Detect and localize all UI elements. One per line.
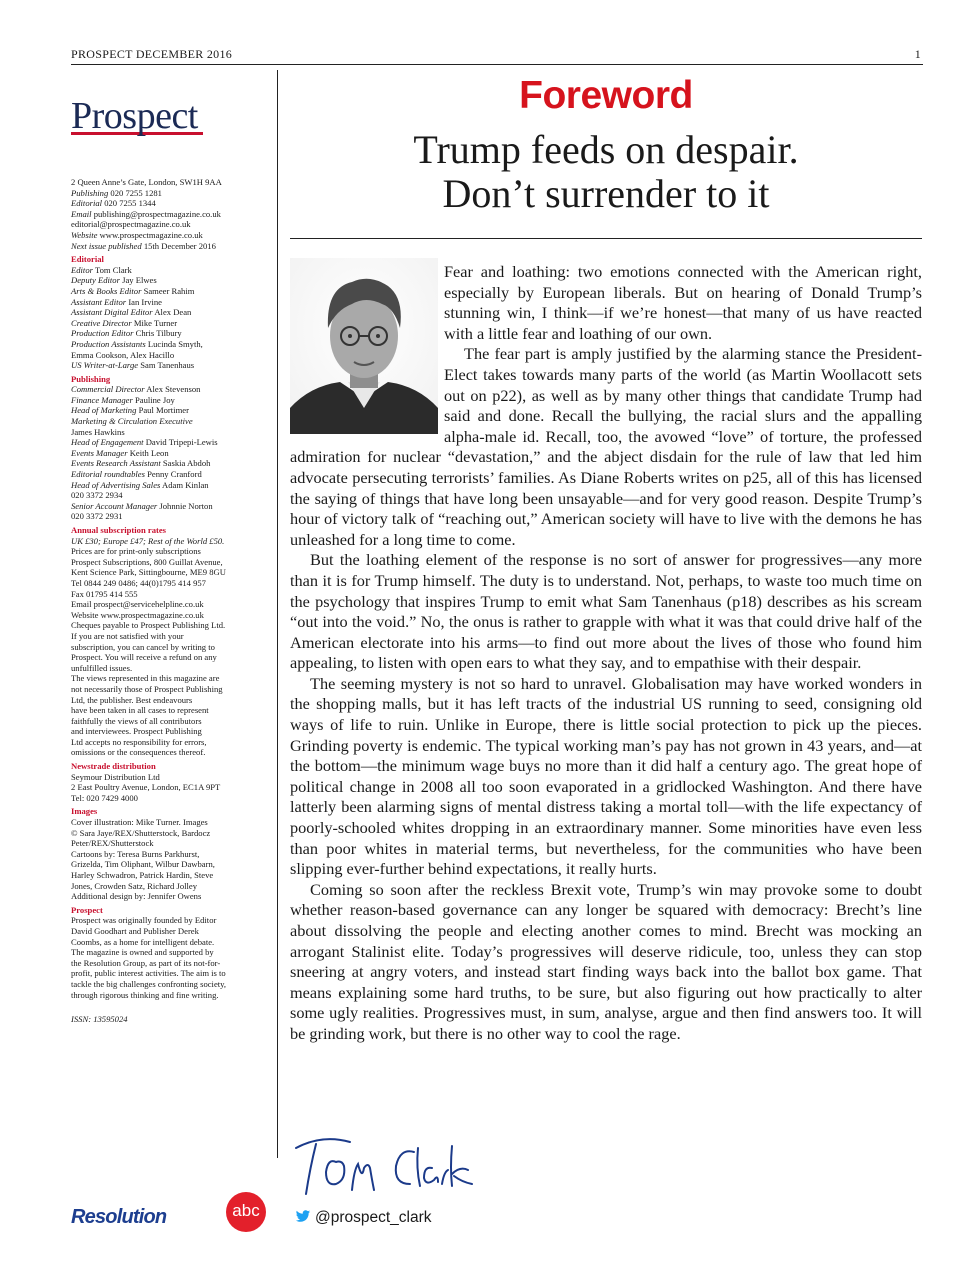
abc-logo: abc [226,1192,266,1232]
editorial-staff-line-value: Emma Cookson, Alex Hacillo [71,349,175,360]
subscription-line: faithfully the views of all contributors [71,715,202,726]
headline-line-1: Trump feeds on despair. [413,127,799,172]
editorial-staff-line-label: Arts & Books Editor [71,285,142,296]
publishing-staff-line-value: 020 3372 2931 [71,511,123,522]
image-credit-line: Grizelda, Tim Oliphant, Wilbur Dawbarn, [71,859,215,870]
contact-line-label: Editorial [71,198,103,209]
contact-line [71,241,269,252]
publishing-staff-line [71,511,269,522]
publishing-staff-line-label: Editorial roundtables [71,469,145,480]
editorial-staff-line-value: Sameer Rahim [143,285,195,296]
body-paragraph: Fear and loathing: two emotions connected with the American right, especially by European liberals. But on hearing of Donald Trump’s stunning win, I think—if we’re honest—that many of us have reacted with a little fear and loathing of our own. [444,262,922,343]
publishing-staff-line [71,490,269,501]
resolution-logo: Resolution [71,1206,167,1228]
newstrade-line: 2 East Poultry Avenue, London, EC1A 9PT [71,782,221,793]
subscription-line: Kent Science Park, Sittingbourne, ME9 8GU [71,567,226,578]
editorial-staff-line-value: Jay Elwes [122,275,157,286]
section-kicker: Foreword [519,74,693,117]
subscription-line: Prospect. You will receive a refund on any [71,652,217,663]
image-credit-line: © Sara Jaye/REX/Shutterstock, Bardocz [71,827,211,838]
contact-line [71,219,269,230]
publishing-heading: Publishing [71,373,111,384]
publishing-staff-line-value: Keith Leon [129,447,169,458]
contact-line [71,230,269,241]
twitter-bird-icon [295,1210,311,1223]
headline-rule [290,238,922,239]
editorial-staff-line [71,307,269,318]
editorial-staff-line-value: Lucinda Smyth, [147,338,203,349]
publishing-staff-line [71,427,269,438]
image-credit-line: Cartoons by: Teresa Burns Parkhurst, [71,848,200,859]
editorial-staff-line-label: Assistant Digital Editor [71,307,153,318]
column-divider [277,70,278,1158]
masthead-details [71,177,269,1025]
contact-line [71,177,269,188]
editorial-staff-line [71,265,269,276]
publishing-staff-line-label: Finance Manager [71,394,133,405]
masthead-sidebar [71,96,269,1025]
prospect-about-line: through rigorous thinking and fine writing. [71,989,219,1000]
headline-line-2: Don’t surrender to it [442,171,770,216]
publishing-staff-line-label: Events Research Assistant [71,458,161,469]
editorial-staff-line [71,286,269,297]
image-credit-line: Jones, Crowden Satz, Richard Jolley [71,880,198,891]
subscription-line: have been taken in all cases to represent [71,705,209,716]
contact-line-value: 15th December 2016 [143,240,216,251]
image-credit-line: Cover illustration: Mike Turner. Images [71,817,208,828]
editorial-staff-line-value: Sam Tanenhaus [140,360,195,371]
image-credit-line: Peter/REX/Shutterstock [71,838,154,849]
issn: ISSN: 13595024 [71,1014,128,1025]
prospect-about-line: David Goodhart and Publisher Derek [71,925,199,936]
publishing-staff-line [71,395,269,406]
contact-line-value: www.prospectmagazine.co.uk [99,229,203,240]
body-paragraph: The fear part is amply justified by the alarming stance the President-Elect takes towards many parts of the world (as Martin Woollacott sets out on p22), as well as by many other things that candidate Trump had said and done. Recall the bullying, the racial slurs and the appalling alpha-male id. Recall, too, the avowed “love” of torture, the professed admiration for nuclear “devastation,” and the abject disdain for the rule of law that led him advocate persecuting terrorists’ families. As Diane Roberts writes on p25, all of this has licensed the saying of things that have long been unsayable—and for very good reason. Despite Trump’s hour of victory talk of “reaching out,” American society will have to live with the demons he has unleashed for a long time to come. [290,344,922,549]
publishing-staff-line-label: Marketing & Circulation Executive [71,416,193,427]
publishing-staff-line-label: Head of Engagement [71,437,144,448]
author-twitter[interactable] [295,1209,432,1227]
subscription-line: Website www.prospectmagazine.co.uk [71,609,204,620]
subscription-line: not necessarily those of Prospect Publishing [71,683,223,694]
contact-line-value: 020 7255 1281 [110,187,162,198]
publishing-staff-line-label: Events Manager [71,447,128,458]
contact-line-label: Publishing [71,187,109,198]
publishing-staff-line-value: Penny Cranford [147,469,202,480]
publishing-staff-line [71,437,269,448]
editorial-staff-line-label: Production Editor [71,328,134,339]
contact-line-label: Email [71,208,92,219]
publishing-staff-line [71,416,269,427]
subscription-line: Cheques payable to Prospect Publishing Ltd. [71,620,226,631]
publishing-staff-line-value: Pauline Joy [134,394,175,405]
body-paragraph: Coming so soon after the reckless Brexit vote, Trump’s win may provoke some to doubt whether reason-based governance can any longer be squared with democracy: Brecht’s line about dissolving the people and electing another comes to mind. Brecht was mocking an arrogant Stalinist elite. Today’s progressives will deserve ridicule, too, unless they can stop sneering at angry voters, and instead start finding ways back into the ballot box game. That means explaining some hard truths, to be sure, but also figuring out how practically to alter some ugly realities. Progressives must, in sum, analyse, argue and then find answers too. It will be grinding work, but there is no other way to cool the rage. [290,879,922,1043]
editorial-staff-line [71,297,269,308]
prospect-about-heading: Prospect [71,904,103,915]
author-signature [292,1128,502,1200]
publishing-staff-line-value: Alex Stevenson [146,384,201,395]
publishing-staff-line-label: Commercial Director [71,384,145,395]
editorial-staff-line-value: Alex Dean [154,307,192,318]
contact-line [71,209,269,220]
subscription-line: The views represented in this magazine are [71,673,220,684]
publishing-staff-line [71,405,269,416]
images-heading: Images [71,806,98,817]
publishing-staff-line [71,469,269,480]
editorial-staff-line [71,339,269,350]
subscription-heading: Annual subscription rates [71,525,167,535]
editorial-staff-line-value: Ian Irvine [128,296,162,307]
portrait-wrap-space [290,262,444,446]
editorial-staff-line-value: Chris Tilbury [135,328,182,339]
contact-line-value: 2 Queen Anne’s Gate, London, SW1H 9AA [71,177,222,187]
newstrade-line: Tel: 020 7429 4000 [71,792,138,803]
editorial-staff-line-value: Tom Clark [94,264,132,275]
editorial-heading: Editorial [71,254,104,265]
prospect-about-line: Coombs, as a home for intelligent debate. [71,936,215,947]
publishing-staff-line-value: Johnnie Norton [159,500,213,511]
subscription-line: If you are not satisfied with your [71,630,184,641]
running-title: PROSPECT DECEMBER 2016 [71,47,233,61]
contact-line [71,188,269,199]
publishing-staff-line [71,480,269,491]
article-headline [290,128,922,216]
twitter-handle[interactable]: @prospect_clark [315,1209,432,1226]
prospect-about-line: profit, public interest activities. The aim is to [71,968,226,979]
publishing-staff-line [71,384,269,395]
publishing-staff-line [71,448,269,459]
editorial-staff-line [71,328,269,339]
prospect-about-line: Prospect was originally founded by Editor [71,915,217,926]
subscription-line: Prices are for print-only subscriptions [71,546,201,557]
editorial-staff-line-value: Mike Turner [133,317,178,328]
publishing-staff-line-value: 020 3372 2934 [71,490,123,501]
contact-line-label: Next issue published [71,240,142,251]
publishing-staff-line-label: Senior Account Manager [71,500,158,511]
prospect-about-line: tackle the big challenges confronting society, [71,978,227,989]
image-credit-line: Harley Schwadron, Patrick Hardin, Steve [71,870,214,880]
publishing-staff-line-label: Head of Marketing [71,405,137,416]
contact-line-value: 020 7255 1344 [104,198,156,209]
publishing-staff-line-value: Saskia Abdoh [162,458,211,469]
subscription-line: subscription, you can cancel by writing to [71,641,215,652]
contact-line-label: Website [71,229,98,240]
subscription-line: unfulfilled issues. [71,662,133,673]
editorial-staff-line-label: US Writer-at-Large [71,360,139,371]
article-body [290,262,922,1045]
body-paragraph: The seeming mystery is not so hard to unravel. Globalisation may have worked wonders in the shopping malls, but it has left tracts of the industrial US running to seed, consigning old ways of life to ruin. Unlike in Europe, there is little social protection to pick up the pieces. Grinding poverty is endemic. The typical working man’s pay has not grown in 43 years, and—at the bottom—the minimum wage buys no more than it did half a century ago. The great hope of political change in 2008 all too soon evaporated in a gridlocked Washington. And there have latterly been alarming signs of mental distress taking a mortal toll—with the life expectancy of poorly-schooled whites dropping in an extraordinary manner. Some minorities have even less than poor whites in material terms, but nevertheless, for the communities who have been slipping ever-further behind expectations, it really hurts. [290,673,922,879]
subscription-line: Ltd, the publisher. Best endeavours [71,694,193,705]
publishing-staff-line-value: Paul Mortimer [138,405,189,416]
editorial-staff-line-label: Assistant Editor [71,296,127,307]
editorial-staff-line [71,360,269,371]
editorial-staff-line [71,318,269,329]
editorial-staff-line-label: Editor [71,264,93,275]
contact-line [71,198,269,209]
subscription-line: Fax 01795 414 555 [71,588,138,599]
publishing-staff-line-value: James Hawkins [71,426,125,437]
subscription-line: and interviewees. Prospect Publishing [71,726,202,737]
subscription-line: Ltd accepts no responsibility for errors, [71,736,207,747]
editorial-staff-line-label: Deputy Editor [71,275,120,286]
subscription-line: Email prospect@servicehelpline.co.uk [71,599,204,610]
page-number: 1 [914,47,921,61]
running-header [71,44,923,65]
editorial-staff-line [71,275,269,286]
subscription-rates: UK £30; Europe £47; Rest of the World £50. [71,535,225,546]
newstrade-heading: Newstrade distribution [71,761,156,772]
prospect-logo: Prospect [71,95,198,137]
subscription-line: Tel 0844 249 0486; 44(0)1795 414 957 [71,577,206,588]
contact-line-value: publishing@prospectmagazine.co.uk [93,208,221,219]
body-paragraph: But the loathing element of the response is no sort of answer for progressives—any more than it is for Trump himself. The duty is to understand. Not, perhaps, to waste too much time on the psychology that inspires Trump to emit what Sam Tanenhaus (p18) describes as his scream “out into the void.” No, the onus is rather to grapple with what it was that could drive half of the American electorate into his arms—to find out more about the lives of those who found him appealing, to listen with open ears to what they say, and to empathise with their despair. [290,550,922,673]
publishing-staff-line-label: Head of Advertising Sales [71,479,161,490]
publishing-staff-line-value: David Tripepi-Lewis [145,437,218,448]
publishing-staff-line [71,458,269,469]
publishing-staff-line-value: Adam Kinlan [162,479,209,490]
editorial-staff-line-label: Creative Director [71,317,132,328]
newstrade-line: Seymour Distribution Ltd [71,771,160,782]
prospect-about-line: the Resolution Group, as part of its not-for- [71,957,221,968]
editorial-staff-line [71,350,269,361]
contact-line-value: editorial@prospectmagazine.co.uk [71,219,191,230]
prospect-about-line: The magazine is owned and supported by [71,947,214,958]
subscription-line: omissions or the consequences thereof. [71,747,206,758]
editorial-staff-line-label: Production Assistants [71,338,146,349]
image-credit-line: Additional design by: Jennifer Owens [71,891,202,902]
publishing-staff-line [71,501,269,512]
subscription-line: Prospect Subscriptions, 800 Guillat Avenue, [71,556,223,567]
